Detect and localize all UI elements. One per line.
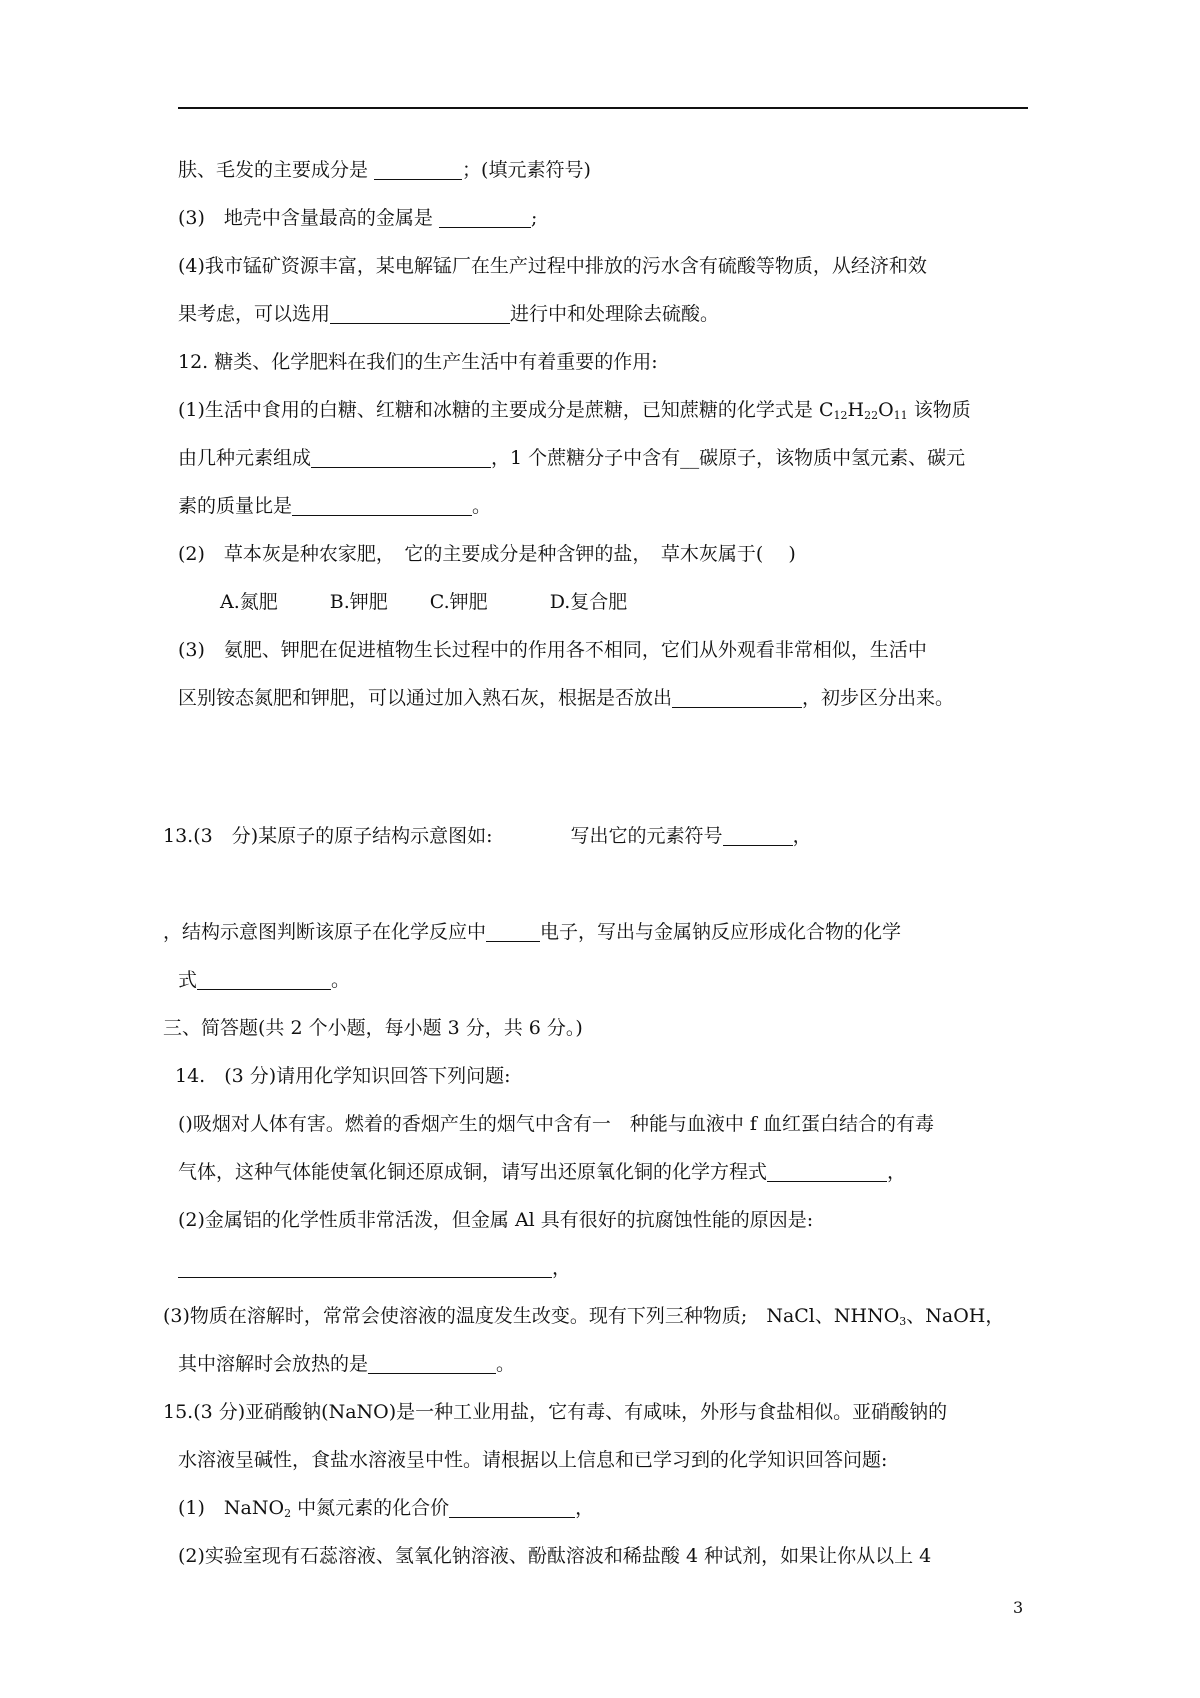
option-c[interactable]: C.钾肥 [429,591,488,613]
text-line: (3) 地壳中含量最高的金属是 ; [178,207,538,229]
answer-blank[interactable] [723,825,793,846]
text-line: (2) 草本灰是种农家肥， 它的主要成分是种含钾的盐， 草木灰属于( ) [178,543,796,565]
text-line: 素的质量比是 。 [178,495,492,517]
text-line: 肤、毛发的主要成分是 ；(填元素符号) [178,159,591,181]
text-line: 水溶液呈碱性，食盐水溶液呈中性。请根据以上信息和已学习到的化学知识回答问题: [178,1449,888,1471]
question-15: 15.(3 分)亚硝酸钠(NaNO)是一种工业用盐，它有毒、有咸味，外形与食盐相似。亚硝酸钠的 [163,1401,948,1423]
text-line: (1) NaNO$_2$ 中氮元素的化合价 ， [178,1497,595,1520]
answer-blank[interactable] [449,1497,575,1518]
text-line: 气体，这种气体能使氧化铜还原成铜，请写出还原氧化铜的化学方程式 ， [178,1161,907,1183]
text-line: ， [178,1255,571,1281]
text-line: 式 。 [178,969,351,991]
answer-blank[interactable] [292,495,472,516]
question-12: 12. 糖类、化学肥料在我们的生产生活中有着重要的作用: [178,351,658,373]
answer-blank[interactable] [486,921,540,942]
text-line: ，结构示意图判断该原子在化学反应中 电子，写出与金属钠反应形成化合物的化学 [163,921,902,943]
text-line: 由几种元素组成 ，1 个蔗糖分子中含有__碳原子，该物质中氢元素、碳元 [178,447,966,469]
text-line: ()吸烟对人体有害。燃着的香烟产生的烟气中含有一 种能与血液中 f 血红蛋白结合的有毒 [178,1113,934,1135]
answer-blank[interactable] [330,303,510,324]
answer-blank[interactable] [767,1161,887,1182]
option-a[interactable]: A.氮肥 [220,591,278,613]
text-line: 其中溶解时会放热的是 。 [178,1353,516,1375]
section-heading: 三、简答题(共 2 个小题，每小题 3 分，共 6 分。) [163,1017,583,1039]
page-number: 3 [1013,1598,1024,1617]
text-line: 区别铵态氮肥和钾肥，可以通过加入熟石灰，根据是否放出 ，初步区分出来。 [178,687,955,709]
answer-blank[interactable] [368,1353,496,1374]
answer-blank[interactable] [178,1257,552,1278]
answer-blank[interactable] [197,969,331,990]
header-rule [178,107,1028,109]
text-line: (3)物质在溶解时，常常会使溶液的温度发生改变。现有下列三种物质; NaCl、$NHNO_3$、NaOH， [163,1305,1005,1328]
text-line: (4)我市锰矿资源丰富，某电解锰厂在生产过程中排放的污水含有硫酸等物质，从经济和效 [178,255,927,277]
question-13: 13.(3 分)某原子的原子结构示意图如: 写出它的元素符号 ， [163,825,812,847]
answer-blank[interactable] [672,687,802,708]
option-b[interactable]: B.钾肥 [329,591,388,613]
question-14: 14. (3 分)请用化学知识回答下列问题: [175,1065,511,1087]
answer-options [220,589,627,615]
answer-blank[interactable] [311,447,491,468]
option-d[interactable]: D.复合肥 [549,591,628,613]
text-line: (1)生活中食用的白糖、红糖和冰糖的主要成分是蔗糖，已知蔗糖的化学式是 $C_{12}H_{22}O_{11}$ 该物质 [178,399,971,422]
text-line: 果考虑，可以选用 进行中和处理除去硫酸。 [178,303,720,325]
answer-blank[interactable] [439,207,531,228]
text-line: (2)金属铝的化学性质非常活泼，但金属 Al 具有很好的抗腐蚀性能的原因是: [178,1209,814,1231]
text-line: (2)实验室现有石蕊溶液、氢氧化钠溶液、酚酞溶波和稀盐酸 4 种试剂，如果让你从以上 4 [178,1545,932,1567]
text-line: (3) 氨肥、钾肥在促进植物生长过程中的作用各不相同，它们从外观看非常相似，生活中 [178,639,927,661]
answer-blank[interactable] [374,159,462,180]
